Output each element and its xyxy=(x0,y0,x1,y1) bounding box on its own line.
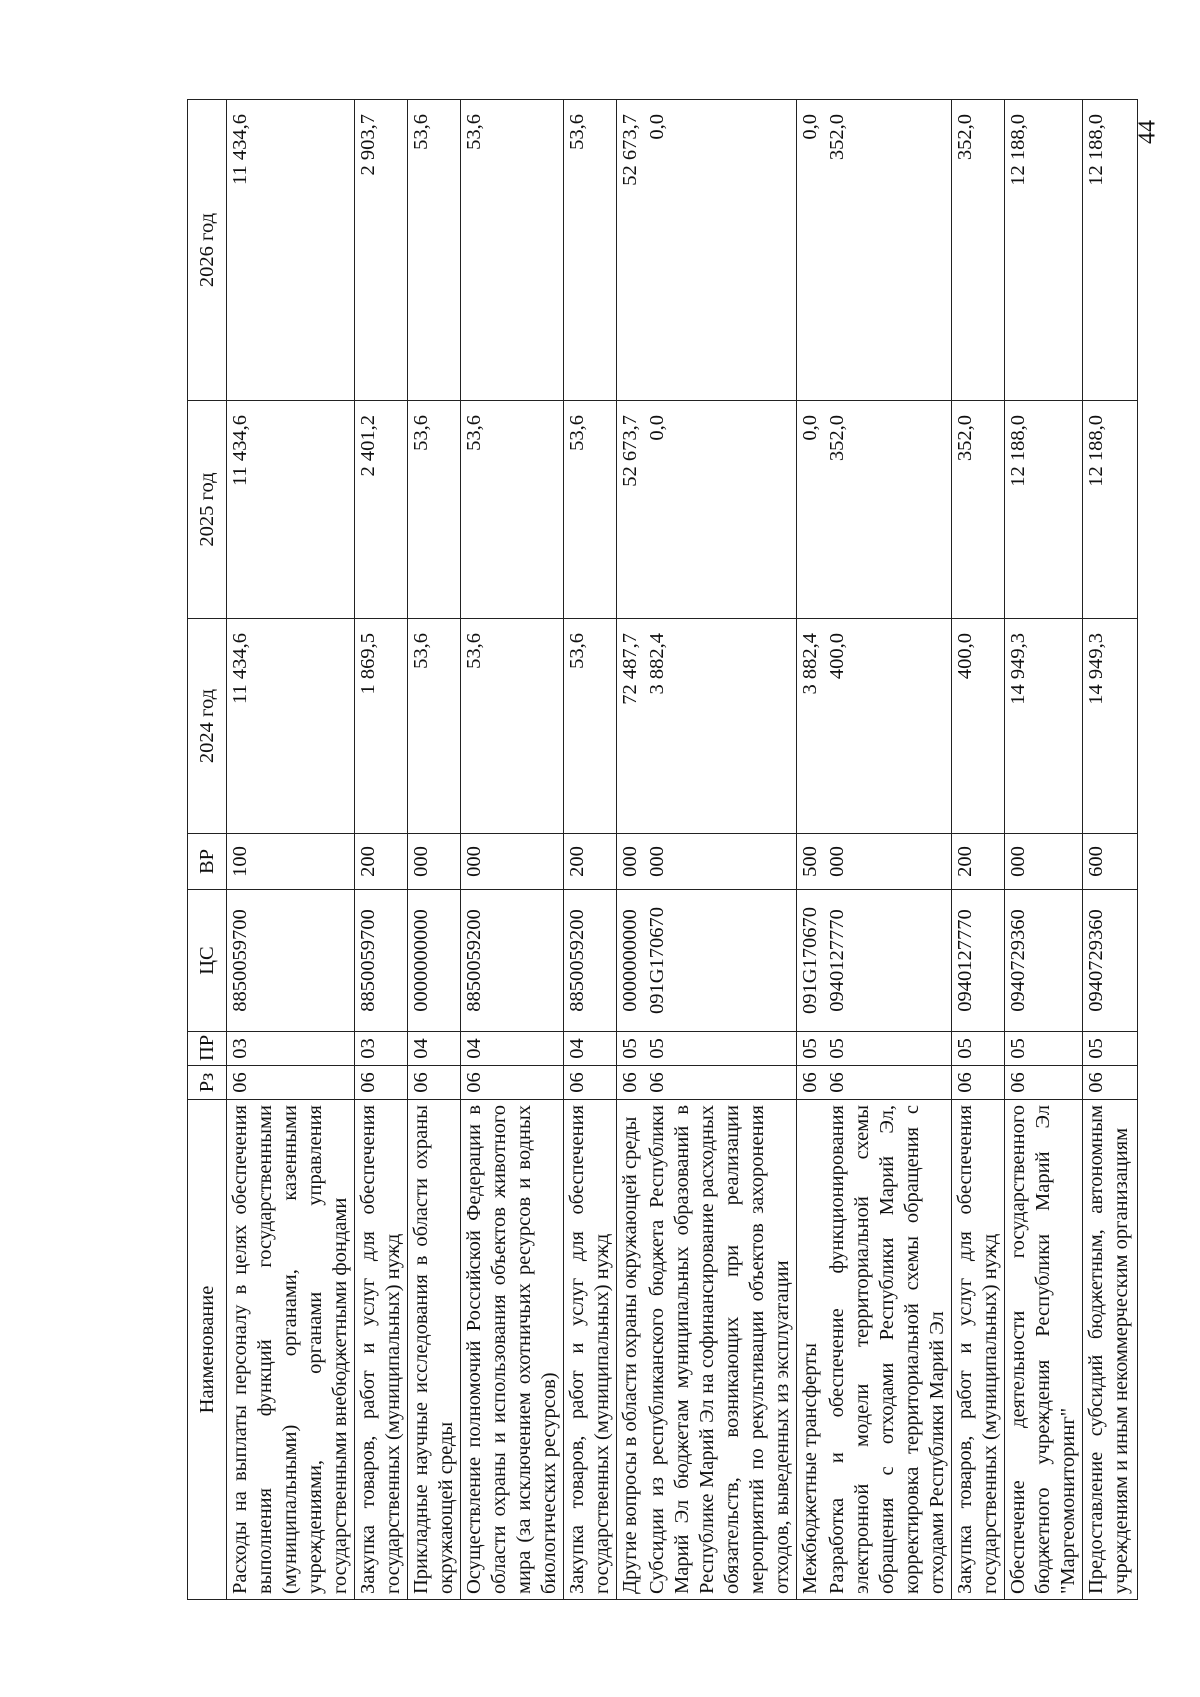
row-cs: 8850059200 xyxy=(461,890,564,1032)
table-row xyxy=(644,100,797,1600)
row-cs: 8850059700 xyxy=(227,890,355,1032)
row-2025: 2 401,2 xyxy=(355,401,408,619)
row-rz: 06 xyxy=(564,1066,617,1100)
row-pr: 05 xyxy=(644,1032,797,1066)
table-row xyxy=(355,100,408,1600)
row-rz: 06 xyxy=(227,1066,355,1100)
row-2026: 53,6 xyxy=(461,100,564,401)
header-name: Наименование xyxy=(188,1100,227,1600)
row-pr: 04 xyxy=(461,1032,564,1066)
row-name: Осуществление полномочий Российской Федерации в области охраны и использования объектов животного мира (за исключением охотничьих ресурсов и водных биологических ресурсов) xyxy=(461,1100,564,1600)
row-vr: 000 xyxy=(461,834,564,890)
row-2024: 3 882,4 xyxy=(797,619,825,834)
row-pr: 05 xyxy=(617,1032,645,1066)
row-2026: 0,0 xyxy=(797,100,825,401)
row-name: Расходы на выплаты персоналу в целях обеспечения выполнения функций государственными (муниципальными) органами, казенными учреждениями, органами управления государственными внебюджетными фондами xyxy=(227,1100,355,1600)
header-cs: ЦС xyxy=(188,890,227,1032)
row-pr: 05 xyxy=(1083,1032,1138,1066)
row-pr: 05 xyxy=(1005,1032,1083,1066)
row-2024: 72 487,7 xyxy=(617,619,645,834)
row-rz: 06 xyxy=(617,1066,645,1100)
row-2024: 53,6 xyxy=(461,619,564,834)
row-2025: 52 673,7 xyxy=(617,401,645,619)
table-row xyxy=(1083,100,1138,1600)
row-vr: 200 xyxy=(564,834,617,890)
row-2025: 352,0 xyxy=(952,401,1005,619)
row-2026: 0,0 xyxy=(644,100,797,401)
row-cs: 0940127770 xyxy=(952,890,1005,1032)
row-vr: 000 xyxy=(408,834,461,890)
row-2025: 11 434,6 xyxy=(227,401,355,619)
row-2025: 53,6 xyxy=(408,401,461,619)
header-row xyxy=(188,100,227,1600)
row-2024: 11 434,6 xyxy=(227,619,355,834)
row-name: Предоставление субсидий бюджетным, автономным учреждениям и иным некоммерческим организациям xyxy=(1083,1100,1138,1600)
table-row xyxy=(461,100,564,1600)
row-2025: 53,6 xyxy=(564,401,617,619)
header-2025: 2025 год xyxy=(188,401,227,619)
row-2024: 14 949,3 xyxy=(1083,619,1138,834)
row-2024: 53,6 xyxy=(564,619,617,834)
row-rz: 06 xyxy=(644,1066,797,1100)
row-pr: 03 xyxy=(227,1032,355,1066)
table-row xyxy=(564,100,617,1600)
row-2024: 1 869,5 xyxy=(355,619,408,834)
row-2024: 14 949,3 xyxy=(1005,619,1083,834)
row-rz: 06 xyxy=(952,1066,1005,1100)
row-vr: 000 xyxy=(644,834,797,890)
row-2026: 2 903,7 xyxy=(355,100,408,401)
row-name: Межбюджетные трансферты xyxy=(797,1100,825,1600)
header-pr: ПР xyxy=(188,1032,227,1066)
row-2024: 3 882,4 xyxy=(644,619,797,834)
row-cs: 0940729360 xyxy=(1005,890,1083,1032)
row-name: Разработка и обеспечение функционирования электронной модели территориальной схемы обращения с отходами Республики Марий Эл, корректировка территориальной схемы обращения с отходами Республики Марий Эл xyxy=(824,1100,952,1600)
table-row xyxy=(227,100,355,1600)
row-cs: 091G170670 xyxy=(797,890,825,1032)
row-name: Прикладные научные исследования в области охраны окружающей среды xyxy=(408,1100,461,1600)
rotated-table-container xyxy=(187,100,1132,1600)
row-2024: 53,6 xyxy=(408,619,461,834)
row-pr: 05 xyxy=(797,1032,825,1066)
row-cs: 0940729360 xyxy=(1083,890,1138,1032)
page-number: 44 xyxy=(1134,120,1161,144)
table-row xyxy=(952,100,1005,1600)
row-vr: 100 xyxy=(227,834,355,890)
row-pr: 05 xyxy=(824,1032,952,1066)
budget-table xyxy=(187,99,1138,1600)
header-2026: 2026 год xyxy=(188,100,227,401)
row-cs: 0000000000 xyxy=(408,890,461,1032)
row-2024: 400,0 xyxy=(824,619,952,834)
row-2026: 53,6 xyxy=(564,100,617,401)
row-2025: 12 188,0 xyxy=(1083,401,1138,619)
row-cs: 8850059700 xyxy=(355,890,408,1032)
row-rz: 06 xyxy=(461,1066,564,1100)
header-2024: 2024 год xyxy=(188,619,227,834)
row-cs: 0000000000 xyxy=(617,890,645,1032)
row-vr: 500 xyxy=(797,834,825,890)
row-pr: 04 xyxy=(564,1032,617,1066)
table-row xyxy=(617,100,645,1600)
row-2024: 400,0 xyxy=(952,619,1005,834)
row-2026: 52 673,7 xyxy=(617,100,645,401)
table-row xyxy=(408,100,461,1600)
row-vr: 200 xyxy=(952,834,1005,890)
table-row xyxy=(824,100,952,1600)
row-rz: 06 xyxy=(355,1066,408,1100)
row-pr: 04 xyxy=(408,1032,461,1066)
row-vr: 000 xyxy=(617,834,645,890)
row-2025: 53,6 xyxy=(461,401,564,619)
row-2026: 11 434,6 xyxy=(227,100,355,401)
row-vr: 200 xyxy=(355,834,408,890)
row-vr: 000 xyxy=(824,834,952,890)
row-2026: 53,6 xyxy=(408,100,461,401)
row-cs: 8850059200 xyxy=(564,890,617,1032)
row-vr: 000 xyxy=(1005,834,1083,890)
row-name: Закупка товаров, работ и услуг для обеспечения государственных (муниципальных) нужд xyxy=(952,1100,1005,1600)
row-2026: 12 188,0 xyxy=(1005,100,1083,401)
row-2026: 12 188,0 xyxy=(1083,100,1138,401)
row-rz: 06 xyxy=(797,1066,825,1100)
row-name: Закупка товаров, работ и услуг для обеспечения государственных (муниципальных) нужд xyxy=(355,1100,408,1600)
row-name: Закупка товаров, работ и услуг для обеспечения государственных (муниципальных) нужд xyxy=(564,1100,617,1600)
row-pr: 03 xyxy=(355,1032,408,1066)
row-rz: 06 xyxy=(824,1066,952,1100)
row-rz: 06 xyxy=(1005,1066,1083,1100)
row-cs: 0940127770 xyxy=(824,890,952,1032)
row-2025: 352,0 xyxy=(824,401,952,619)
row-2026: 352,0 xyxy=(952,100,1005,401)
row-name: Другие вопросы в области охраны окружающей среды xyxy=(617,1100,645,1600)
table-row xyxy=(797,100,825,1600)
row-pr: 05 xyxy=(952,1032,1005,1066)
row-cs: 091G170670 xyxy=(644,890,797,1032)
row-rz: 06 xyxy=(408,1066,461,1100)
row-vr: 600 xyxy=(1083,834,1138,890)
row-rz: 06 xyxy=(1083,1066,1138,1100)
row-2026: 352,0 xyxy=(824,100,952,401)
header-rz: Рз xyxy=(188,1066,227,1100)
row-2025: 12 188,0 xyxy=(1005,401,1083,619)
row-2025: 0,0 xyxy=(644,401,797,619)
row-name: Обеспечение деятельности государственного бюджетного учреждения Республики Марий Эл "Маргеомониторинг" xyxy=(1005,1100,1083,1600)
row-name: Субсидии из республиканского бюджета Республики Марий Эл бюджетам муниципальных образований в Республике Марий Эл на софинансирование расходных обязательств, возникающих при реализации мероприятий по рекультивации объектов захоронения отходов, выведенных из эксплуатации xyxy=(644,1100,797,1600)
row-2025: 0,0 xyxy=(797,401,825,619)
header-vr: ВР xyxy=(188,834,227,890)
table-row xyxy=(1005,100,1083,1600)
